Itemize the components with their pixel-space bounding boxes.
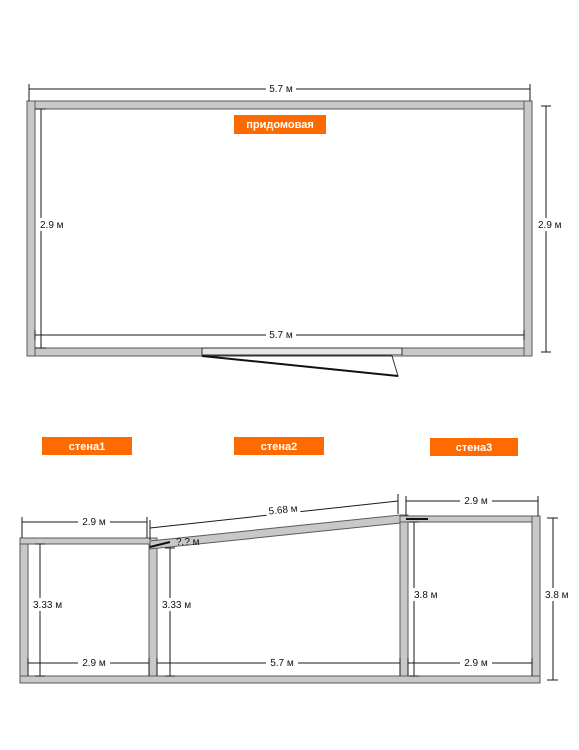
wall2-right-post <box>400 515 408 682</box>
dim-wall2-height: 3.33 м <box>162 600 192 611</box>
wall3-label: стена3 <box>455 442 493 454</box>
dim-wall1-height: 3.33 м <box>33 600 63 611</box>
dim-plan-right: 2.9 м <box>538 220 562 231</box>
dim-plan-left: 2.9 м <box>40 220 64 231</box>
wall1-top-beam <box>20 538 157 544</box>
wall2-label: стена2 <box>260 441 298 453</box>
plan-wall-right <box>524 101 532 356</box>
dim-wall3-top: 2.9 м <box>464 496 488 507</box>
dim-wall1-bottom: 2.9 м <box>82 658 106 669</box>
dim-wall3-bottom: 2.9 м <box>464 658 488 669</box>
small-mark: ?.? м <box>176 537 200 548</box>
elevations <box>20 494 575 683</box>
elevations-bottom-beam <box>20 676 540 683</box>
dim-wall3-height-right: 3.8 м <box>545 590 569 601</box>
floor-plan <box>27 82 570 376</box>
plan-wall-left <box>27 101 35 356</box>
door-frame <box>202 348 402 355</box>
plan-wall-top <box>27 101 532 109</box>
wall1-left-post <box>20 538 28 682</box>
dim-wall1-top: 2.9 м <box>82 517 106 528</box>
room-label: придомовая <box>246 119 314 131</box>
dim-plan-top: 5.7 м <box>269 84 293 95</box>
dim-plan-inner-bottom: 5.7 м <box>269 330 293 341</box>
wall3-right-post <box>532 516 540 682</box>
dim-wall2-bottom: 5.7 м <box>270 658 294 669</box>
dim-wall3-height-left: 3.8 м <box>414 590 438 601</box>
wall1-right-post <box>149 538 157 682</box>
dim-wall2-slope: 5.68 м <box>268 503 299 518</box>
wall1-label: стена1 <box>68 441 106 453</box>
